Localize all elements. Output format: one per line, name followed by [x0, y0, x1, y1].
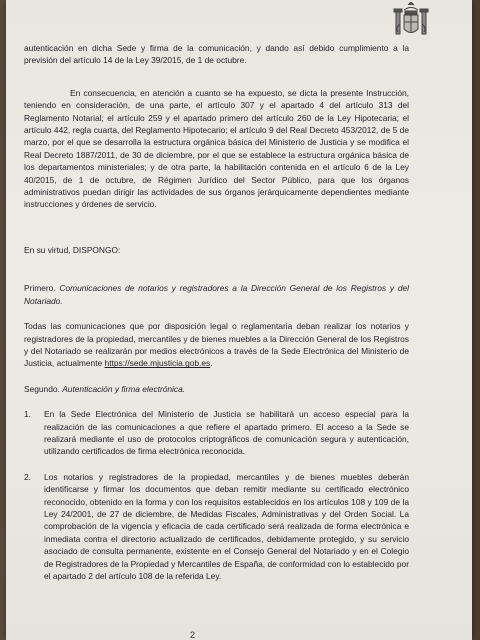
coat-of-arms-icon	[389, 2, 433, 42]
document-page	[6, 0, 472, 640]
section-segundo	[24, 383, 409, 395]
sede-link[interactable]: https://sede.mjusticia.gob.es	[104, 358, 211, 369]
section-primero	[24, 282, 409, 307]
section-label: Segundo.	[24, 383, 60, 394]
background-edge	[472, 0, 480, 640]
list-item	[24, 408, 409, 458]
item-number: 2.	[24, 471, 31, 482]
paragraph-comunicaciones: Todas las comunicaciones que por disposición legal o reglamentaria deban realizar los notarios y registradores de la propiedad, mercantiles y de bienes muebles a la Dirección General de los Registros y del Notariado se realizarán por medios electrónicos a través de la Sede Electrónica del Ministerio de Justicia, actualmente https://sede.mjusticia.gob.es.	[24, 321, 409, 369]
document-body	[24, 42, 409, 582]
section-label: Primero.	[24, 283, 56, 294]
item-text: En la Sede Electrónica del Ministerio de Justicia se habilitará un acceso especial para la realización de las comunicaciones a que refiere el apartado primero. El acceso a la Sede se realizará mediante el uso de protocolos criptográficos de comunicación segura y autenticación, utilizando certificados de firma electrónica reconocida.	[44, 409, 409, 457]
item-text: Los notarios y registradores de la propiedad, mercantiles y de bienes muebles deberán identificarse y firmar los documentos que deban remitir mediante su certificado electrónico reconocido, obtenido en la forma y con los requisitos establecidos en los artículos 108 y 109 de la Ley 24/2001, de 27 de diciembre, de Medidas Fiscales, Administrativas y del Orden Social. La comprobación de la vigencia y eficacia de cada certificado será realizada de forma electrónica e inmediata contra el directorio actualizado de certificados, debidamente protegido, y su servicio asociado de consulta permanente, existente en el Consejo General del Notariado y en el Colegio de Registradores de la Propiedad y Mercantiles de España, de conformidad con lo establecido por el apartado 2 del artículo 108 de la referida Ley.	[44, 471, 409, 581]
item-number: 1.	[24, 409, 31, 420]
section-title: Comunicaciones de notarios y registradores a la Dirección General de los Registros y del Notariado.	[24, 283, 409, 306]
page-number: 2	[190, 630, 196, 640]
section-title: Autenticación y firma electrónica.	[62, 383, 186, 394]
paragraph-intro-end: autenticación en dicha Sede y firma de la comunicación, y dando así debido cumplimiento a la previsión del artículo 14 de la Ley 39/2015, de 1 de octubre.	[24, 43, 409, 66]
paragraph-consecuencia: En consecuencia, en atención a cuanto se ha expuesto, se dicta la presente Instrucción, teniendo en consideración, de una parte, el artículo 307 y el apartado 4 del artículo 313 del Reglamento Notarial; el artículo 259 y el apartado primero del artículo 260 de la Ley Hipotecaria; el artículo 442, regla cuarta, del Reglamento Hipotecario; el artículo 9 del Real Decreto 453/2012, de 5 de marzo, por el que se desarrolla la estructura orgánica básica del Ministerio de Justicia y se modifica el Real Decreto 1887/2011, de 30 de diciembre, por el que se establece la estructura orgánica básica de los departamentos ministeriales; y de otra parte, la habilitación contenida en el artículo 6 de la Ley 40/2015, de 1 de octubre, de Régimen Jurídico del Sector Público, para que los órganos administrativos puedan dirigir las actividades de sus órganos jerárquicamente dependientes mediante instrucciones y órdenes de servicio.	[24, 87, 409, 210]
dispongo-heading: En su virtud, DISPONGO:	[24, 244, 121, 255]
list-item	[24, 471, 409, 583]
